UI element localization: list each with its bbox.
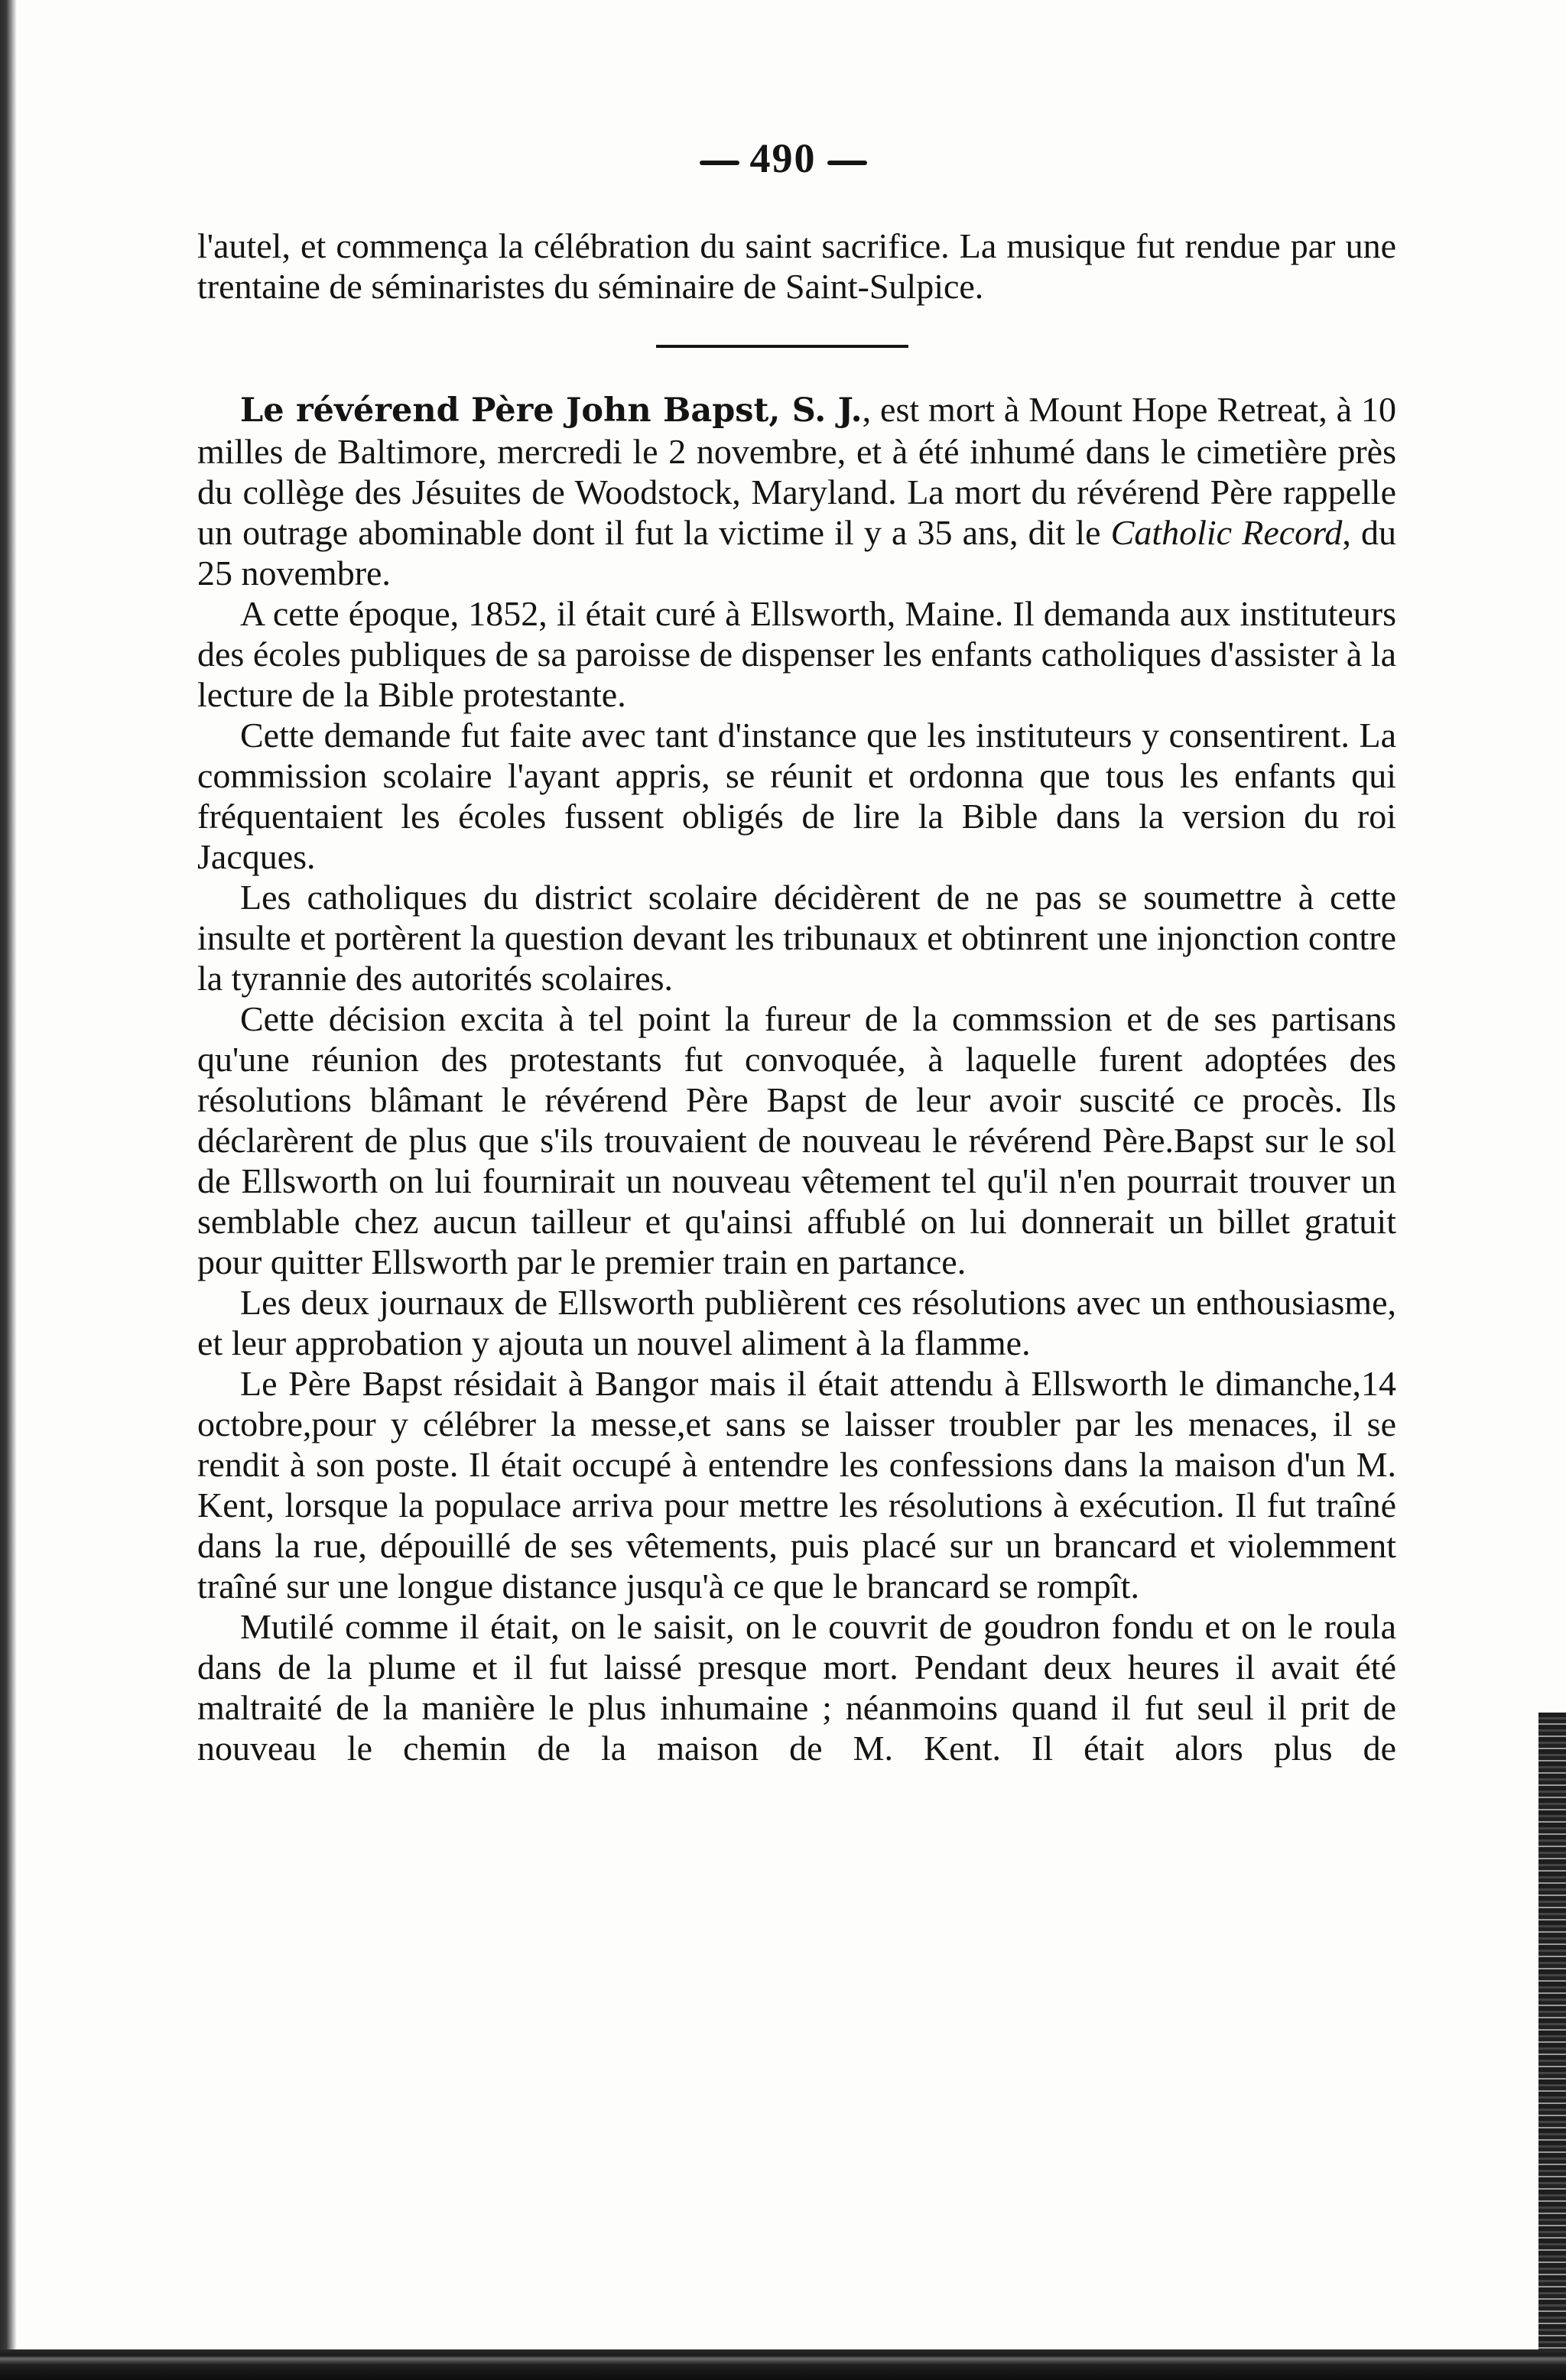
subject-name: Le révérend Père John Bapst, S. J. bbox=[240, 391, 863, 430]
paragraph: Cette demande fut faite avec tant d'instance que les instituteurs y consentirent. La commission scolaire l'ayant appris, se réunit et ordonna que tous les enfants qui fréquentaient les écoles fussent obligés de lire la Bible dans la version du roi Jacques. bbox=[197, 716, 1396, 876]
paragraph-news-item bbox=[197, 389, 1396, 593]
section-separator bbox=[656, 345, 908, 348]
scan-left-edge bbox=[0, 0, 17, 2380]
scan-right-edge bbox=[1538, 1713, 1566, 2380]
page-number-dash-right bbox=[827, 161, 867, 165]
paragraph: Le Père Bapst résidait à Bangor mais il était attendu à Ellsworth le dimanche,14 octobre,pour y célébrer la messe,et sans se laisser troubler par les menaces, il se rendit à son poste. Il était occupé à entendre les confessions dans la maison d'un M. Kent, lorsque la populace arriva pour mettre les résolutions à exécution. Il fut traîné dans la rue, dépouillé de ses vêtements, puis placé sur un brancard et violemment traîné sur une longue distance jusqu'à ce que le brancard se rompît. bbox=[197, 1364, 1396, 1606]
paragraph: Les deux journaux de Ellsworth publièrent ces résolutions avec un enthousiasme, et leur approbation y ajouta un nouvel aliment à la flamme. bbox=[197, 1283, 1396, 1362]
paragraph-continuation: l'autel, et commença la célébration du saint sacrifice. La musique fut rendue par une trentaine de séminaristes du séminaire de Saint-Sulpice. bbox=[197, 226, 1396, 306]
source-citation: Catholic Record bbox=[1110, 513, 1343, 552]
paragraph-text: , est mort à Mount Hope Retreat, à 10 milles de Baltimore, mercredi le 2 novembre, et à été inhumé dans le cimetière près du collège des Jésuites de Woodstock, Maryland. La mort du révérend Père rappelle un outrage abominable dont il fut la victime il y a 35 ans, dit le bbox=[197, 390, 1396, 552]
paragraph: A cette époque, 1852, il était curé à Ellsworth, Maine. Il demanda aux instituteurs des écoles publiques de sa paroisse de dispenser les enfants catholiques d'assister à la lecture de la Bible protestante. bbox=[197, 594, 1396, 714]
paragraph: Cette décision excita à tel point la fureur de la commssion et de ses partisans qu'une réunion des protestants fut convoquée, à laquelle furent adoptées des résolutions blâmant le révérend Père Bapst de leur avoir suscité ce procès. Ils déclarèrent de plus que s'ils trouvaient de nouveau le révérend Père.Bapst sur le sol de Ellsworth on lui fournirait un nouveau vêtement tel qu'il n'en pourrait trouver un semblable chez aucun tailleur et qu'ainsi affublé on lui donnerait un billet gratuit pour quitter Ellsworth par le premier train en partance. bbox=[197, 999, 1396, 1281]
scan-bottom-edge bbox=[0, 2349, 1566, 2380]
page-number: 490 bbox=[749, 135, 817, 181]
page-number-dash-left bbox=[700, 161, 739, 165]
body-text bbox=[197, 226, 1396, 1768]
paragraph: Les catholiques du district scolaire décidèrent de ne pas se soumettre à cette insulte et portèrent la question devant les tribunaux et obtinrent une injonction contre la tyrannie des autorités scolaires. bbox=[197, 878, 1396, 998]
paragraph: Mutilé comme il était, on le saisit, on le couvrit de goudron fondu et on le roula dans de la plume et il fut laissé presque mort. Pendant deux heures il avait été maltraité de la manière le plus inhumaine ; néanmoins quand il fut seul il prit de nouveau le chemin de la maison de M. Kent. Il était alors plus de bbox=[197, 1607, 1396, 1768]
paragraph-text: , du 25 novembre. bbox=[197, 513, 1396, 593]
page-number-header bbox=[0, 135, 1566, 182]
